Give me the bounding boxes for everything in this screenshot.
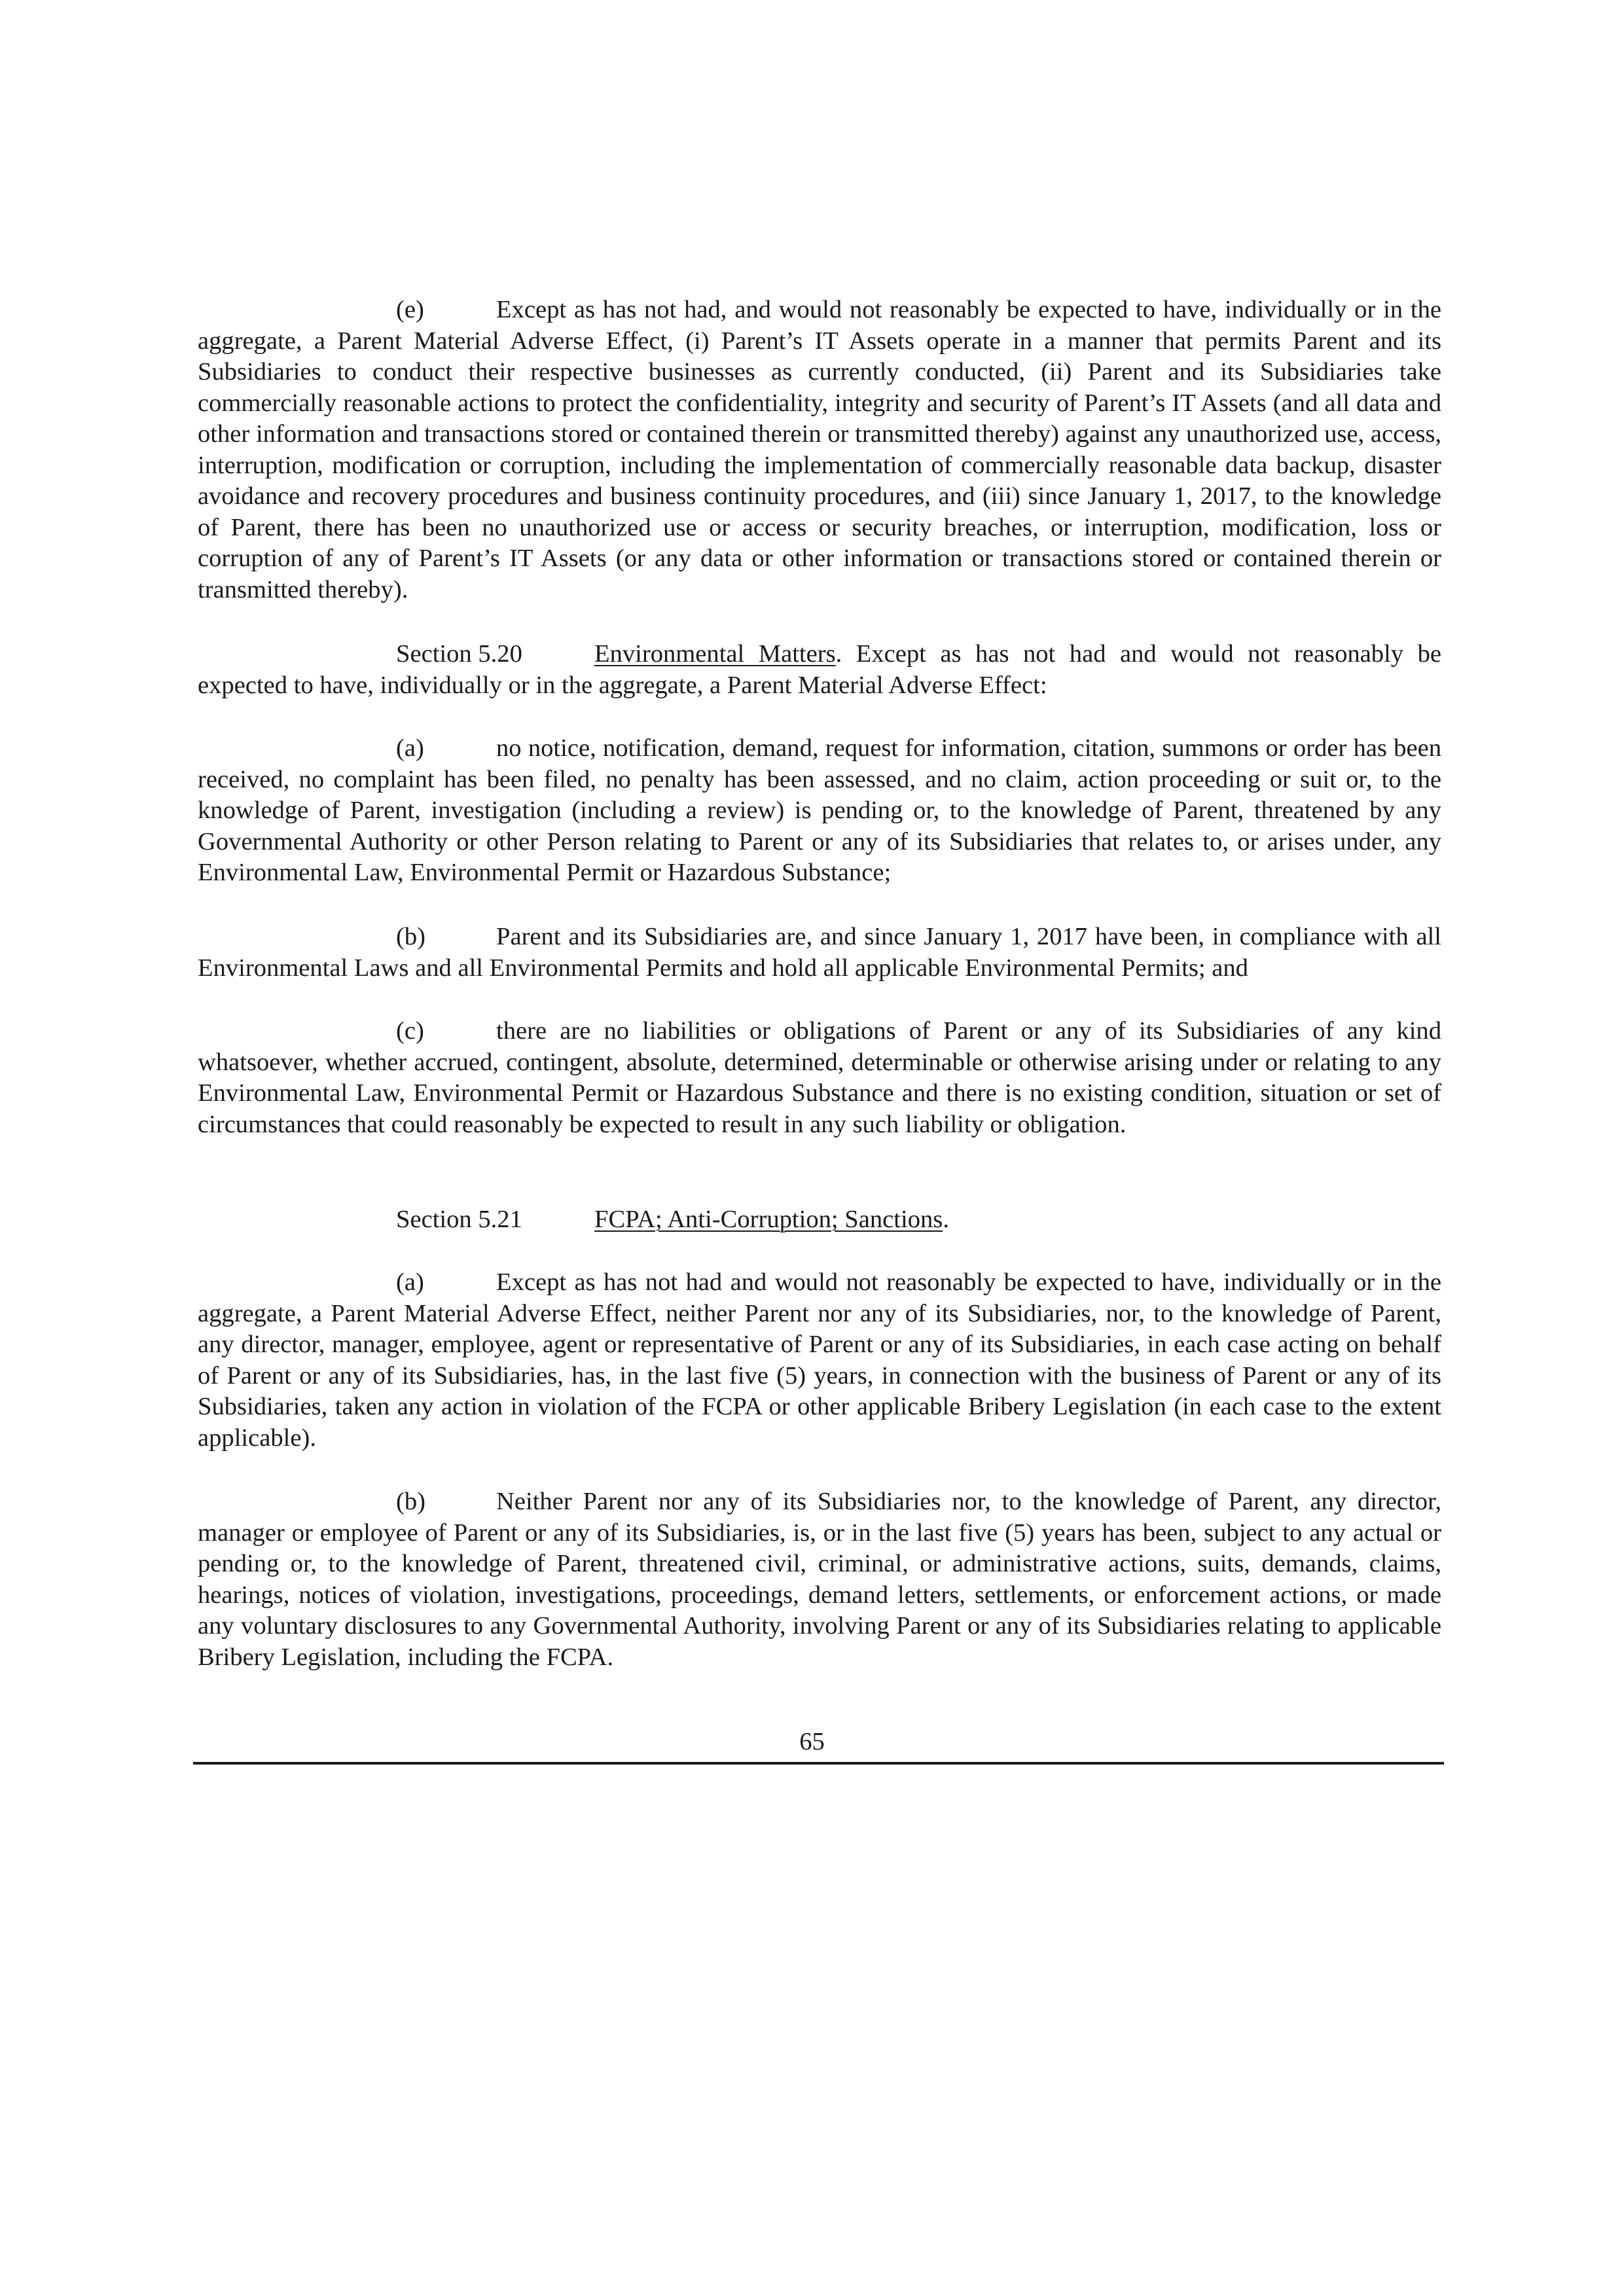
section-5-20-paragraph-c-label: (c) xyxy=(396,1017,424,1045)
section-5-21-text xyxy=(198,1204,1441,1236)
section-5-21-paragraph-b-body: Neither Parent nor any of its Subsidiaries nor, to the knowledge of Parent, any director, manager or employee of Parent or any of its Subsidiaries, is, or in the last five (5) years has been, subject to any actual or pending or, to the knowledge of Parent, threatened civil, criminal, or administrative actions, suits, demands, claims, hearings, notices of violation, investigations, proceedings, demand letters, settlements, or enforcement actions, or made any voluntary disclosures to any Governmental Authority, involving Parent or any of its Subsidiaries relating to applicable Bribery Legislation, including the FCPA. xyxy=(198,1488,1441,1671)
paragraph-e-label: (e) xyxy=(396,296,424,323)
section-5-20-paragraph-c-body: there are no liabilities or obligations of Parent or any of its Subsidiaries of any kind whatsoever, whether accrued, contingent, absolute, determined, determinable or otherwise arising under or relating to any Environmental Law, Environmental Permit or Hazardous Substance and there is no existing condition, situation or set of circumstances that could reasonably be expected to result in any such liability or obligation. xyxy=(198,1017,1441,1138)
section-5-21-number: Section 5.21 xyxy=(396,1206,522,1233)
section-5-21-paragraph-a xyxy=(198,1267,1441,1454)
section-5-20-paragraph-c xyxy=(198,1016,1441,1140)
section-5-21-paragraph-b-text xyxy=(198,1486,1441,1673)
section-5-20-title-punct: . xyxy=(835,640,842,668)
section-5-20-paragraph-b-body: Parent and its Subsidiaries are, and since January 1, 2017 have been, in compliance with all Environmental Laws and all Environmental Permits and hold all applicable Environmental Permits; and xyxy=(198,923,1441,982)
section-5-21-paragraph-a-label: (a) xyxy=(396,1268,424,1296)
section-5-20-number: Section 5.20 xyxy=(396,640,522,668)
section-5-20-text xyxy=(198,639,1441,701)
section-5-21 xyxy=(198,1204,1441,1236)
section-5-21-paragraph-b xyxy=(198,1486,1441,1673)
page-number: 65 xyxy=(799,1728,825,1755)
section-5-21-paragraph-a-body: Except as has not had and would not reasonably be expected to have, individually or in the aggregate, a Parent Material Adverse Effect, neither Parent nor any of its Subsidiaries, nor, to the knowledge of Parent, any director, manager, employee, agent or representative of Parent or any of its Subsidiaries, in each case acting on behalf of Parent or any of its Subsidiaries, has, in the last five (5) years, in connection with the business of Parent or any of its Subsidiaries, taken any action in violation of the FCPA or other applicable Bribery Legislation (in each case to the extent applicable). xyxy=(198,1268,1441,1452)
section-5-20-title: Environmental Matters xyxy=(594,640,836,668)
section-5-21-paragraph-a-text xyxy=(198,1267,1441,1454)
section-5-20-paragraph-c-text xyxy=(198,1016,1441,1140)
section-5-20-paragraph-a-label: (a) xyxy=(396,734,424,762)
paragraph-e xyxy=(198,295,1441,605)
section-5-21-title: FCPA; Anti-Corruption; Sanctions xyxy=(594,1206,943,1233)
section-5-21-paragraph-b-label: (b) xyxy=(396,1488,425,1515)
section-5-20-paragraph-b-label: (b) xyxy=(396,923,425,950)
paragraph-e-body: Except as has not had, and would not reasonably be expected to have, individually or in the aggregate, a Parent Material Adverse Effect, (i) Parent’s IT Assets operate in a manner that permits Parent and its Subsidiaries to conduct their respective businesses as currently conducted, (ii) Parent and its Subsidiaries take commercially reasonable actions to protect the confidentiality, integrity and security of Parent’s IT Assets (and all data and other information and transactions stored or contained therein or transmitted thereby) against any unauthorized use, access, interruption, modification or corruption, including the implementation of commercially reasonable data backup, disaster avoidance and recovery procedures and business continuity procedures, and (iii) since January 1, 2017, to the knowledge of Parent, there has been no unauthorized use or access or security breaches, or interruption, modification, loss or corruption of any of Parent’s IT Assets (or any data or other information or transactions stored or contained therein or transmitted thereby). xyxy=(198,296,1441,603)
section-5-20-paragraph-a-body: no notice, notification, demand, request for information, citation, summons or order has been received, no complaint has been filed, no penalty has been assessed, and no claim, action proceeding or suit or, to the knowledge of Parent, investigation (including a review) is pending or, to the knowledge of Parent, threatened by any Governmental Authority or other Person relating to Parent or any of its Subsidiaries that relates to, or arises under, any Environmental Law, Environmental Permit or Hazardous Substance; xyxy=(198,734,1441,886)
section-5-20 xyxy=(198,639,1441,701)
section-5-20-intro: Except as has not had and would not reasonably be expected to have, individually or in the aggregate, a Parent Material Adverse Effect: xyxy=(198,640,1441,699)
section-5-20-paragraph-a xyxy=(198,733,1441,889)
section-5-21-title-punct: . xyxy=(943,1206,949,1233)
section-5-20-paragraph-b xyxy=(198,922,1441,984)
section-5-20-paragraph-a-text xyxy=(198,733,1441,889)
section-5-20-paragraph-b-text xyxy=(198,922,1441,984)
paragraph-e-text xyxy=(198,295,1441,605)
footer-rule xyxy=(193,1762,1444,1765)
